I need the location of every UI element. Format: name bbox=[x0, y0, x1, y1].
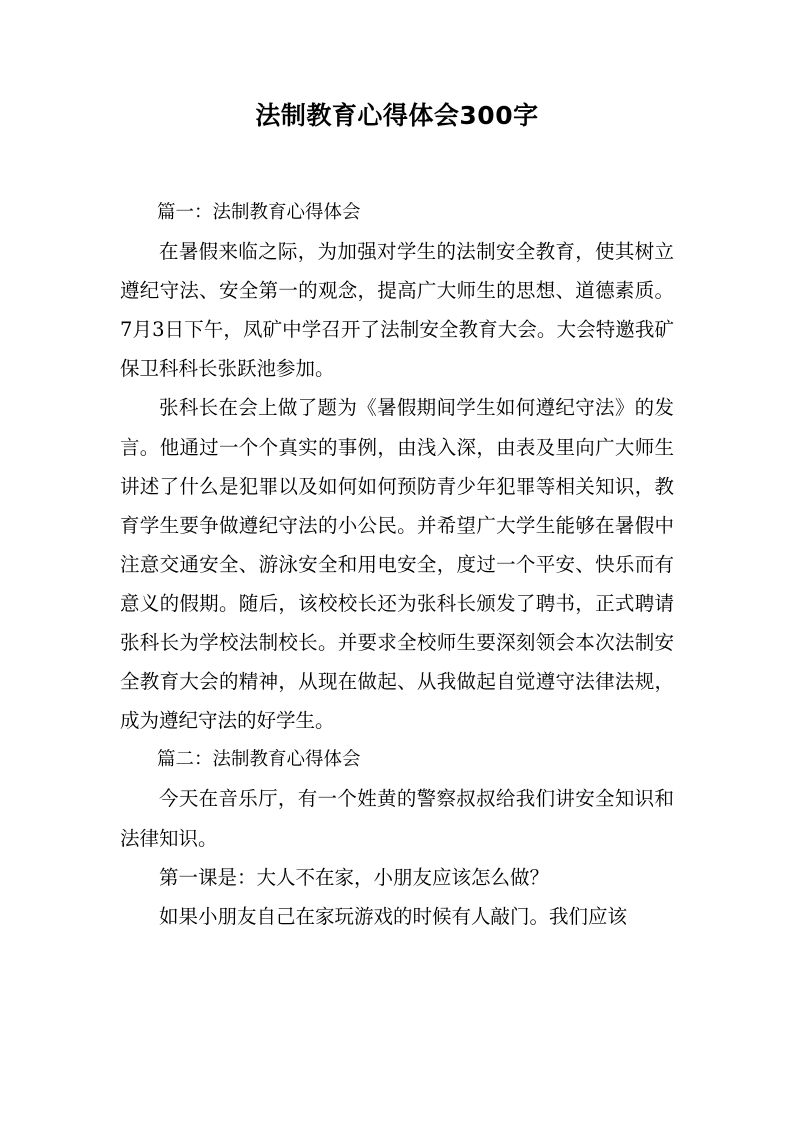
document-title: 法制教育心得体会300字 bbox=[255, 101, 539, 130]
section-heading: 篇一：法制教育心得体会 bbox=[157, 202, 361, 223]
paragraph: 在暑假来临之际，为加强对学生的法制安全教育，使其树立遵纪守法、安全第一的观念，提高广大师生的思想、道德素质。7月3日下午，凤矿中学召开了法制安全教育大会。大会特邀我矿保卫科科长张跃池参加。 bbox=[120, 240, 674, 381]
section-heading: 篇二：法制教育心得体会 bbox=[157, 749, 361, 771]
paragraph: 如果小朋友自己在家玩游戏的时候有人敲门。我们应该 bbox=[159, 904, 628, 928]
paragraph: 第一课是：大人不在家，小朋友应该怎么做？ bbox=[159, 865, 550, 889]
paragraph: 张科长在会上做了题为《暑假期间学生如何遵纪守法》的发言。他通过一个个真实的事例，由浅入深，由表及里向广大师生讲述了什么是犯罪以及如何如何预防青少年犯罪等相关知识，教育学生要争做遵纪守法的小公民。并希望广大学生能够在暑假中注意交通安全、游泳安全和用电安全，度过一个平安、快乐而有意义的假期。随后，该校校长还为张科长颁发了聘书，正式聘请张科长为学校法制校长。并要求全校师生要深刻领会本次法制安全教育大会的精神，从现在做起、从我做起自觉遵守法律法规，成为遵纪守法的好学生。 bbox=[120, 396, 674, 733]
document-body bbox=[120, 193, 674, 936]
paragraph: 今天在音乐厅，有一个姓黄的警察叔叔给我们讲安全知识和法律知识。 bbox=[120, 787, 674, 850]
